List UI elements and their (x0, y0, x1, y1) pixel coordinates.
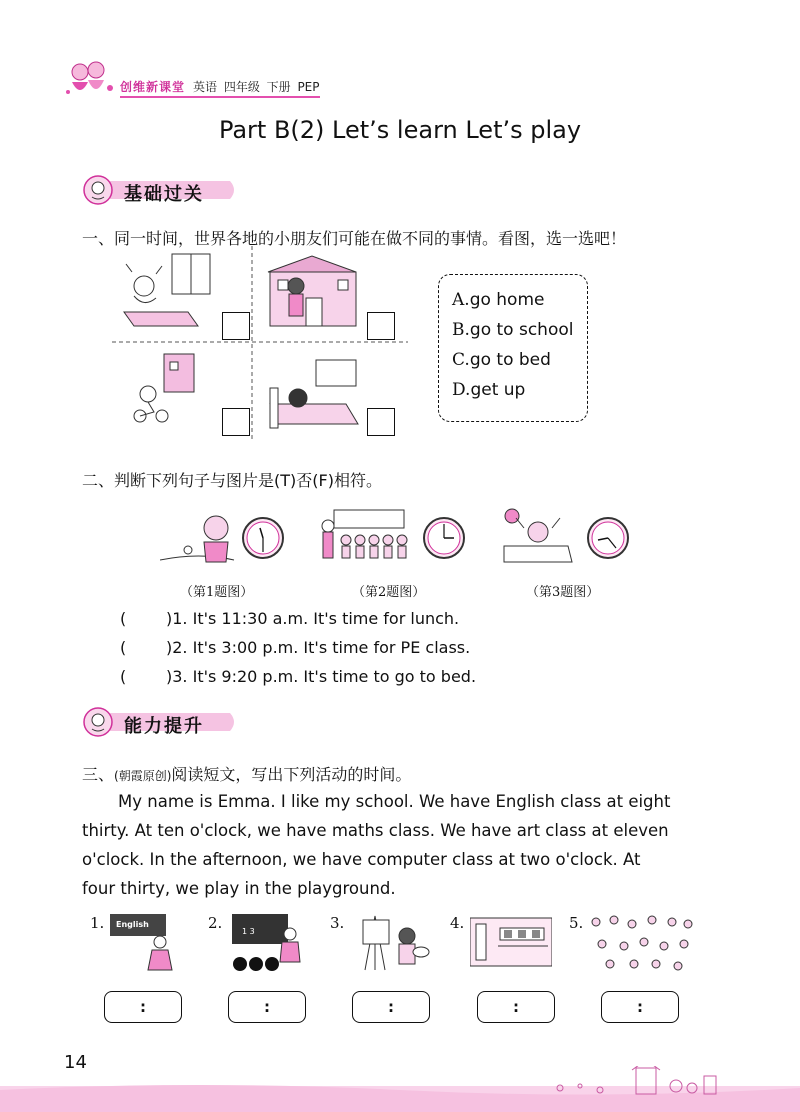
time-box-1[interactable]: : (104, 991, 182, 1023)
picture-art-class (355, 910, 435, 974)
header-mascot-logo (62, 58, 120, 100)
passage-line-2: thirty. At ten o'clock, we have maths class. We have art class at eleven (82, 821, 669, 840)
q2-title: 二、判断下列句子与图片是(T)否(F)相符。 (82, 471, 382, 490)
time-box-3[interactable]: : (352, 991, 430, 1023)
caption-2: （第2题图） (352, 585, 426, 600)
picture-girl-lunch-clock (160, 506, 290, 572)
answer-box-3[interactable] (222, 408, 250, 436)
page-number: 14 (64, 1052, 87, 1073)
picture-english-class (110, 912, 176, 974)
teacher-figure-icon (110, 912, 176, 974)
answer-box-1[interactable] (222, 312, 250, 340)
q3-source-tag: (朝霞原创) (114, 769, 172, 783)
tf-bracket-3: ( (120, 667, 127, 686)
picture-boy-getting-up (116, 250, 216, 336)
picture-child-going-home (126, 350, 216, 428)
passage-line-1: My name is Emma. I like my school. We have English class at eight (118, 792, 671, 811)
option-a: A.go home (452, 290, 545, 310)
item-num-4: 4. (450, 914, 465, 932)
tf-statement-3: )3. It's 9:20 p.m. It's time to go to bed. (166, 667, 477, 686)
picture-girl-going-to-school (262, 250, 362, 336)
q1-title: 一、同一时间，世界各地的小朋友们可能在做不同的事情。看图，选一选吧！ (82, 229, 627, 248)
item-num-5: 5. (569, 914, 584, 932)
tf-bracket-2: ( (120, 638, 127, 657)
picture-boy-morning-clock (498, 506, 634, 572)
section-label-advanced: 能力提升 (124, 716, 204, 737)
time-box-4[interactable]: : (477, 991, 555, 1023)
time-box-2[interactable]: : (228, 991, 306, 1023)
picture-pe-class-clock (318, 506, 468, 572)
item-num-1: 1. (90, 914, 105, 932)
picture-computer-class (470, 912, 552, 972)
option-b: B.go to school (452, 320, 574, 340)
section-label-basic: 基础过关 (124, 184, 204, 205)
header-course: 英语 四年级 下册 PEP (193, 80, 320, 94)
option-c: C.go to bed (452, 350, 551, 370)
answer-box-4[interactable] (367, 408, 395, 436)
picture-maths-class (228, 910, 304, 974)
time-box-5[interactable]: : (601, 991, 679, 1023)
section-banner-basic (80, 175, 240, 205)
header-brand: 创维新课堂 (120, 80, 186, 94)
q3-title: 三、(朝霞原创)阅读短文，写出下列活动的时间。 (82, 765, 412, 784)
picture-playground (586, 910, 696, 974)
item-num-2: 2. (208, 914, 223, 932)
caption-3: （第3题图） (526, 585, 600, 600)
caption-1: （第1题图） (180, 585, 254, 600)
passage-line-4: four thirty, we play in the playground. (82, 879, 396, 898)
answer-box-2[interactable] (367, 312, 395, 340)
board-english-label: English (110, 914, 166, 936)
option-d: D.get up (452, 380, 526, 400)
section-banner-advanced (80, 707, 240, 737)
tf-statement-2: )2. It's 3:00 p.m. It's time for PE class. (166, 638, 471, 657)
header-rule (120, 96, 320, 98)
tf-bracket-1: ( (120, 609, 127, 628)
picture-boy-going-to-bed (266, 358, 362, 438)
tf-statement-1: )1. It's 11:30 a.m. It's time for lunch. (166, 609, 460, 628)
item-num-3: 3. (330, 914, 345, 932)
svg-text:1 3: 1 3 (242, 927, 255, 936)
page-title: Part B(2) Let’s learn Let’s play (218, 116, 582, 144)
footer-decoration (0, 1066, 800, 1112)
passage-line-3: o'clock. In the afternoon, we have computer class at two o'clock. At (82, 850, 641, 869)
